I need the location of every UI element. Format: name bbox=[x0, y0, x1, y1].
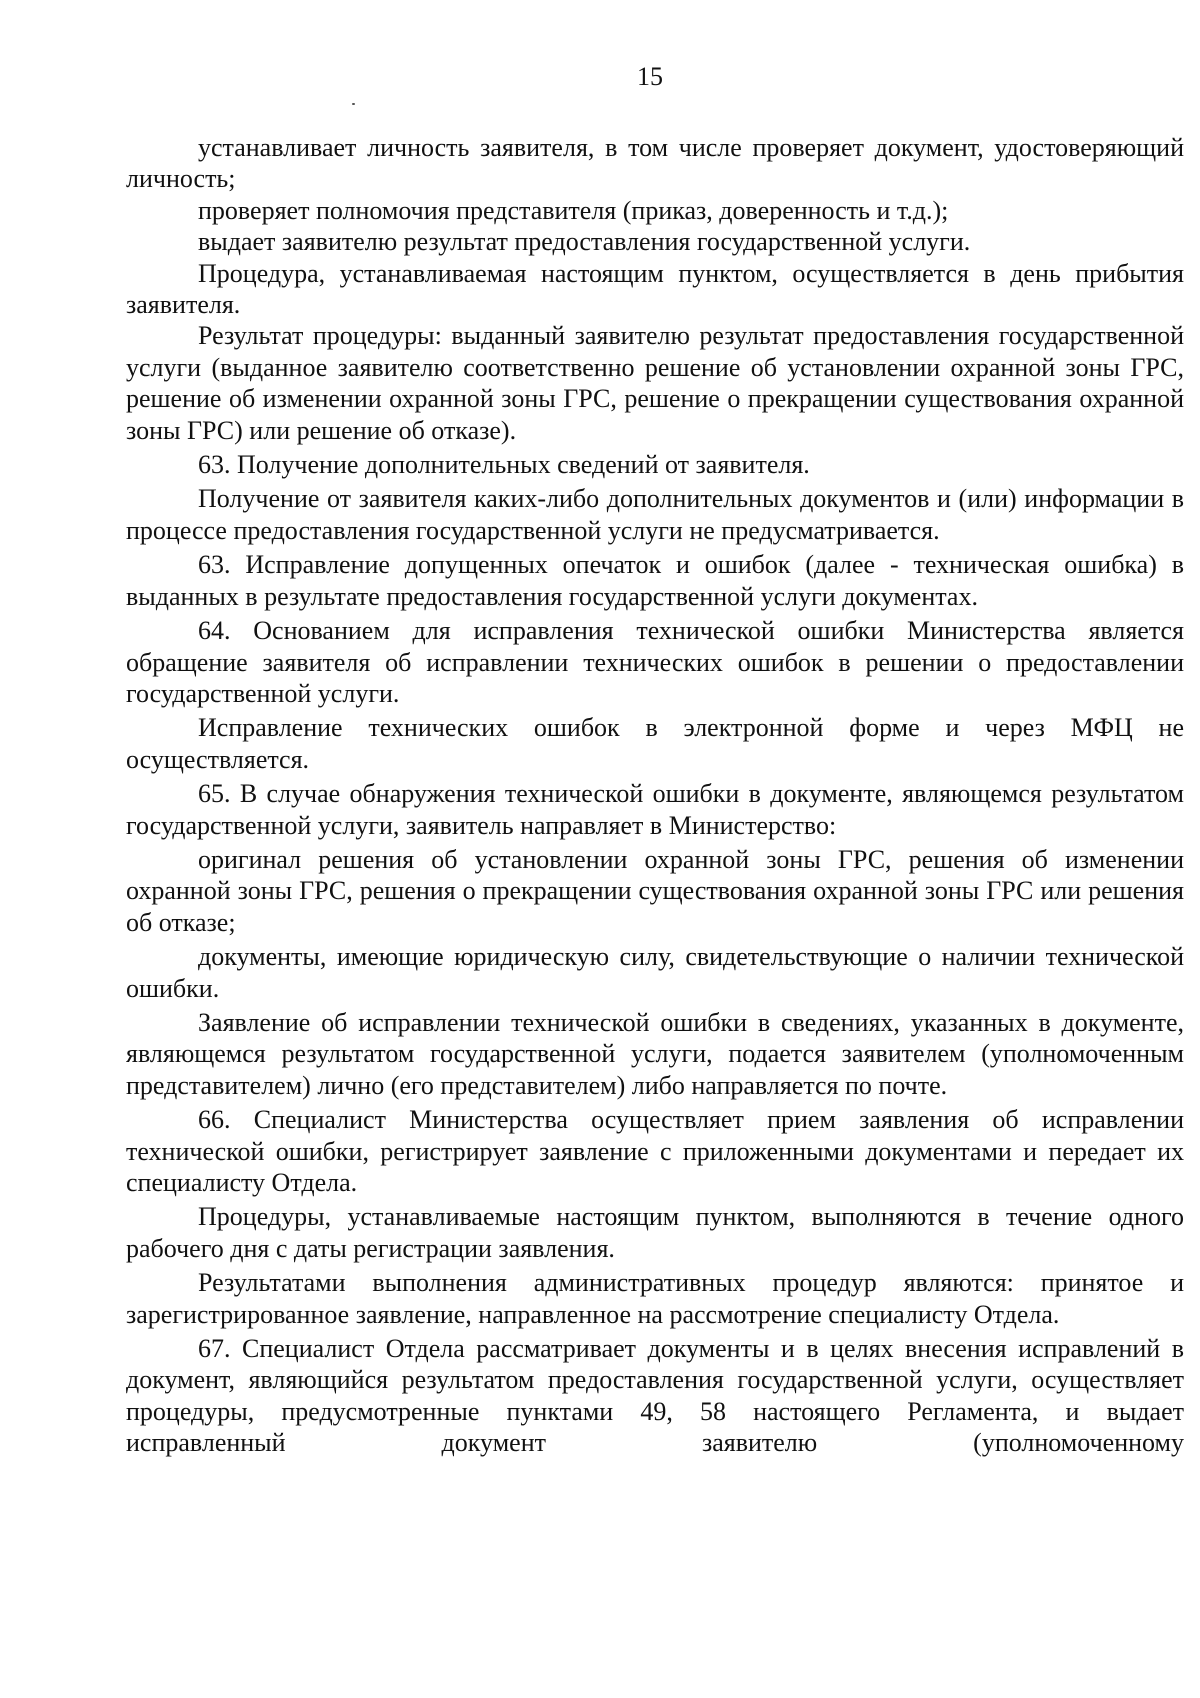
paragraph-correction-application: Заявление об исправлении технической ошибки в сведениях, указанных в документе, являющемся результатом государственной услуги, подается заявителем (уполномоченным представителем) лично (его представителем) либо направляется по почте. bbox=[126, 1007, 1184, 1100]
paragraph-original-decision: оригинал решения об установлении охранной зоны ГРС, решения об изменении охранной зоны ГРС, решения о прекращении существования охранной зоны ГРС или решения об отказе; bbox=[126, 844, 1184, 937]
paragraph-65-error-found: 65. В случае обнаружения технической ошибки в документе, являющемся результатом государственной услуги, заявитель направляет в Министерство: bbox=[126, 779, 1184, 840]
scan-artifact bbox=[352, 103, 355, 105]
paragraph-procedure-deadline: Процедуры, устанавливаемые настоящим пунктом, выполняются в течение одного рабочего дня с даты регистрации заявления. bbox=[126, 1202, 1184, 1263]
paragraph-procedure-timing: Процедура, устанавливаемая настоящим пунктом, осуществляется в день прибытия заявителя. bbox=[126, 258, 1184, 320]
paragraph-procedure-results: Результатами выполнения административных процедур являются: принятое и зарегистрированное заявление, направленное на рассмотрение специалисту Отдела. bbox=[126, 1268, 1184, 1329]
paragraph-67-department-review: 67. Специалист Отдела рассматривает документы и в целях внесения исправлений в документ, являющийся результатом предоставления государственной услуги, осуществляет процедуры, предусмотренные пунктами 49, 58 настоящего Регламента, и выдает исправленный документ заявителю (уполномоченному bbox=[126, 1334, 1184, 1458]
paragraph-identity-check: устанавливает личность заявителя, в том числе проверяет документ, удостоверяющий личность; bbox=[126, 133, 1184, 194]
paragraph-63-additional-info: 63. Получение дополнительных сведений от заявителя. bbox=[198, 450, 810, 480]
paragraph-procedure-result: Результат процедуры: выданный заявителю результат предоставления государственной услуги (выданное заявителю соответственно решение об установлении охранной зоны ГРС, решение об изменении охранной зоны ГРС, решение о прекращении существования охранной зоны ГРС) или решение об отказе). bbox=[126, 321, 1184, 445]
paragraph-no-electronic-corrections: Исправление технических ошибок в электронной форме и через МФЦ не осуществляется. bbox=[126, 713, 1184, 774]
paragraph-64-grounds: 64. Основанием для исправления технической ошибки Министерства является обращение заявителя об исправлении технических ошибок в решении о предоставлении государственной услуги. bbox=[126, 616, 1184, 708]
paragraph-63-corrections: 63. Исправление допущенных опечаток и ошибок (далее - техническая ошибка) в выданных в результате предоставления государственной услуги документах. bbox=[126, 550, 1184, 611]
paragraph-issue-result: выдает заявителю результат предоставления государственной услуги. bbox=[198, 227, 971, 257]
paragraph-legal-documents: документы, имеющие юридическую силу, свидетельствующие о наличии технической ошибки. bbox=[126, 942, 1184, 1003]
paragraph-no-additional-docs: Получение от заявителя каких-либо дополнительных документов и (или) информации в процессе предоставления государственной услуги не предусматривается. bbox=[126, 484, 1184, 545]
page-number: 15 bbox=[637, 62, 663, 91]
paragraph-representative-check: проверяет полномочия представителя (приказ, доверенность и т.д.); bbox=[198, 195, 949, 225]
paragraph-66-specialist-intake: 66. Специалист Министерства осуществляет прием заявления об исправлении технической ошибки, регистрирует заявление с приложенными документами и передает их специалисту Отдела. bbox=[126, 1105, 1184, 1197]
document-body bbox=[126, 132, 1184, 1459]
